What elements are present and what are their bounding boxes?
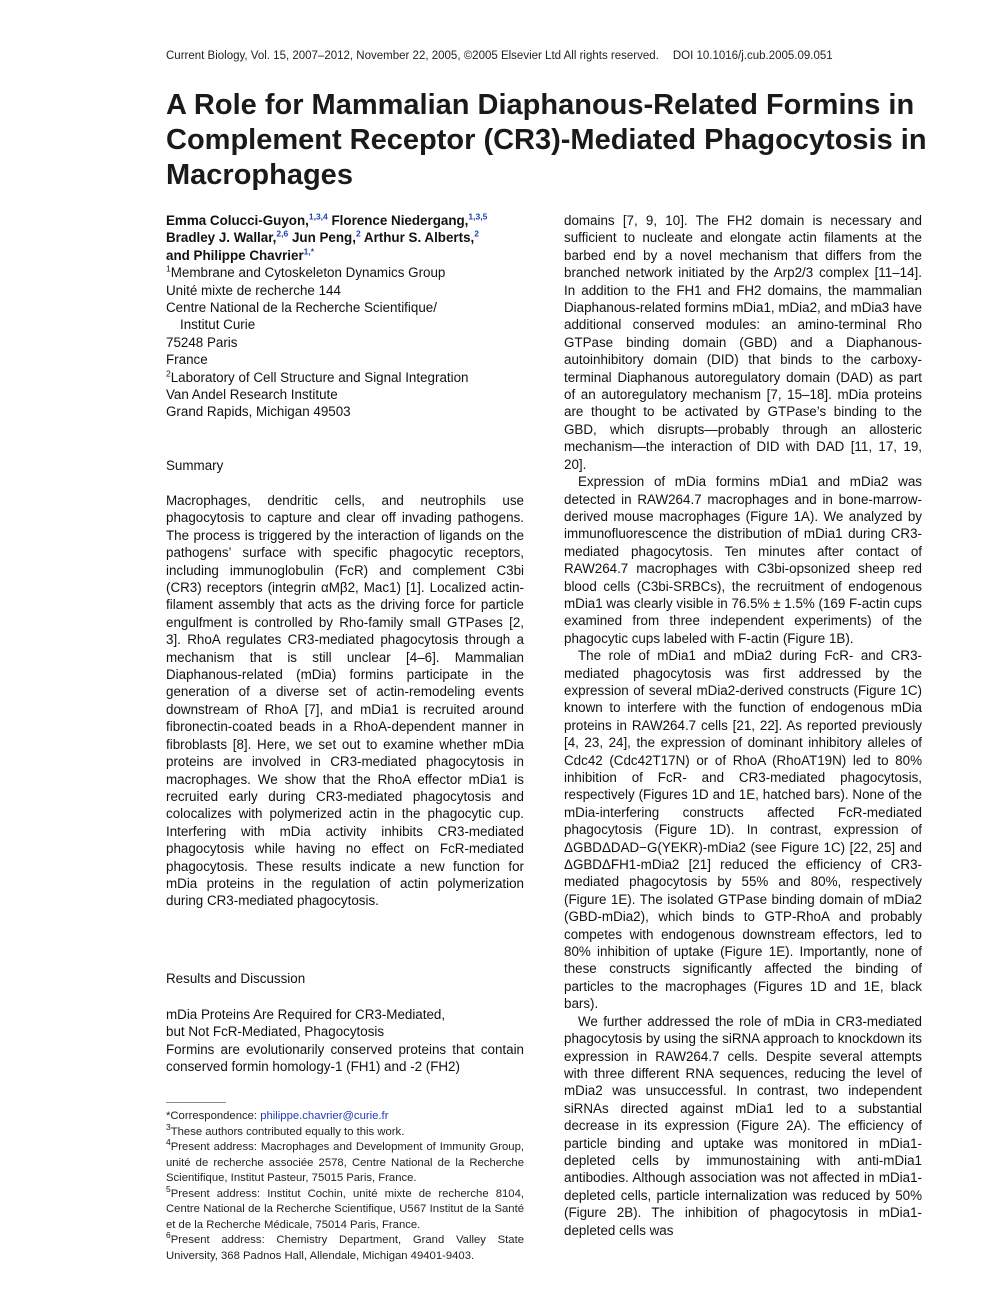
affiliation-line: Membrane and Cytoskeleton Dynamics Group bbox=[170, 265, 446, 281]
author-block bbox=[166, 212, 524, 421]
footnote bbox=[166, 1183, 524, 1234]
affiliation-number: 2 bbox=[166, 368, 171, 379]
summary-body bbox=[166, 492, 524, 910]
footnote bbox=[166, 1137, 524, 1187]
summary-paragraph: Macrophages, dendritic cells, and neutrophils use phagocytosis to capture and clear off invading pathogens. The process is triggered by the interaction of ligands on the pathogens’ surface with specific phagocytic receptors, including immunoglobulin (FcR) and complement C3bi (CR3) receptors (integrin αMβ2, Mac1) [1]. Localized actin-filament assembly that acts as the driving force for particle engulfment is controlled by Rho-family small GTPases [2, 3]. RhoA regulates CR3-mediated phagocytosis through a mechanism that is still unclear [4–6]. Mammalian Diaphanous-related (mDia) formins participate in the generation of a diverse set of actin-remodeling events downstream of RhoA [7], and mDia1 is recruited around fibronectin-coated beads in a RhoA-dependent manner in fibroblasts [8]. Here, we set out to examine whether mDia proteins are involved in CR3-mediated phagocytosis in macrophages. We show that the RhoA effector mDia1 is recruited early during CR3-mediated phagocytosis and colocalizes with polymerized actin in the phagocytic cup. Interfering with mDia activity inhibits CR3-mediated phagocytosis while having no effect on FcR-mediated phagocytosis. These results indicate a new function for mDia proteins in the regulation of actin polymerization during CR3-mediated phagocytosis. bbox=[166, 493, 524, 909]
author-name: Arthur S. Alberts, bbox=[360, 230, 475, 246]
author-name: Florence Niedergang, bbox=[327, 213, 469, 228]
results-heading: Results and Discussion bbox=[166, 971, 306, 986]
affiliation-line: France bbox=[166, 352, 208, 368]
correspondence-email-link[interactable]: philippe.chavrier@curie.fr bbox=[260, 1110, 389, 1122]
affiliation-line: Grand Rapids, Michigan 49503 bbox=[166, 404, 351, 420]
citation: Current Biology, Vol. 15, 2007–2012, November 22, 2005, ©2005 Elsevier Ltd All rights reserved. bbox=[166, 50, 659, 62]
body-paragraph: The role of mDia1 and mDia2 during FcR- and CR3-mediated phagocytosis was first addressed by the expression of several mDia2-derived constructs (Figure 1C) known to interfere with the function of endogenous mDia proteins in RAW264.7 cells [21, 22]. As reported previously [4, 23, 24], the expression of dominant inhibitory alleles of Cdc42 (Cdc42T17N) or of RhoA (RhoAT19N) led to 80% inhibition of FcR- and CR3-mediated phagocytosis, respectively (Figures 1D and 1E, hatched bars). None of the mDia-interfering constructs affected FcR-mediated phagocytosis (Figure 1D). In contrast, expression of ΔGBDΔDAD−G(YEKR)-mDia2 (see Figure 1C) [22, 25] and ΔGBDΔFH1-mDia2 [21] reduced the efficiency of CR3-mediated phagocytosis by 55% and 80%, respectively (Figure 1E). The isolated GTPase binding domain of mDia2 (GBD-mDia2), which binds to GTP-RhoA and probably competes with endogenous downstream effectors, led to 80% inhibition of uptake (Figure 1E). Importantly, none of these constructs significantly affected the binding of particles to the macrophages (Figures 1D and 1E, black bars). bbox=[564, 648, 922, 1012]
correspondence-label: *Correspondence: bbox=[166, 1110, 261, 1122]
affiliation-marker[interactable]: 2 bbox=[355, 228, 361, 239]
footnotes bbox=[166, 1109, 524, 1264]
affiliation-marker[interactable]: 2,6 bbox=[276, 228, 289, 239]
footnote-number: 4 bbox=[166, 1137, 171, 1148]
footnote bbox=[166, 1121, 524, 1141]
author-list bbox=[166, 212, 524, 264]
article-title: A Role for Mammalian Diaphanous-Related Formins in Complement Receptor (CR3)-Mediated Phagocytosis in Macrophages bbox=[166, 89, 927, 191]
footnote-text: Present address: Chemistry Department, Grand Valley State University, 368 Padnos Hall, Allendale, Michigan 49401-9403. bbox=[166, 1234, 524, 1262]
results-intro-paragraph: Formins are evolutionarily conserved proteins that contain conserved formin homology-1 (FH1) and -2 (FH2) bbox=[166, 1041, 524, 1075]
affiliation-line: 75248 Paris bbox=[166, 334, 238, 350]
footnote-number: 5 bbox=[166, 1183, 171, 1194]
footnote-text: Present address: Institut Cochin, unité mixte de recherche 8104, Centre National de la Recherche Scientifique, U567 Institut de la Santé et de la Recherche Médicale, 75014 Paris, France. bbox=[166, 1187, 524, 1231]
footnote-number: 3 bbox=[166, 1121, 171, 1132]
summary-heading: Summary bbox=[166, 458, 224, 473]
doi: DOI 10.1016/j.cub.2005.09.051 bbox=[672, 50, 833, 62]
affiliation-line: Van Andel Research Institute bbox=[166, 387, 338, 403]
footnote-number: 6 bbox=[166, 1230, 171, 1241]
affiliation-marker[interactable]: 1,3,5 bbox=[468, 211, 488, 222]
affiliation-marker[interactable]: 2 bbox=[474, 228, 480, 239]
author-name: and Philippe Chavrier bbox=[166, 247, 304, 263]
body-paragraph: domains [7, 9, 10]. The FH2 domain is necessary and sufficient to nucleate and elongate actin filaments at the barbed end by a novel mechanism that differs from the branched network initiated by the Arp2/3 complex [11–14]. In addition to the FH1 and FH2 domains, the mammalian Diaphanous-related formins mDia1, mDia2, and mDia3 have additional conserved modules: an amino-terminal Rho GTPase binding domain (GBD) and a Diaphanous-autoinhibitory domain (DID) that binds to the carboxy-terminal Diaphanous autoregulatory domain (DAD) as part of an autoregulatory mechanism [7, 15–18]. mDia proteins are thought to be activated by GTPase’s binding to the GBD, which disrupts—probably through an allosteric mechanism—the interaction of DID with DAD [11, 17, 19, 20]. bbox=[564, 213, 922, 472]
affiliations bbox=[166, 264, 524, 421]
affiliation-line: Institut Curie bbox=[180, 317, 256, 333]
affiliation-line: Centre National de la Recherche Scientifique/ bbox=[166, 300, 437, 316]
subsection-title-line: but Not FcR-Mediated, Phagocytosis bbox=[166, 1024, 385, 1040]
footnote-text: Present address: Macrophages and Development of Immunity Group, unité de recherche associée 2578, Centre National de la Recherche Scientifique, Institut Pasteur, 75015 Paris, France. bbox=[166, 1141, 524, 1184]
running-header bbox=[166, 50, 866, 62]
footnote-text: These authors contributed equally to this work. bbox=[170, 1125, 405, 1138]
footnote bbox=[166, 1230, 524, 1264]
body-paragraph: We further addressed the role of mDia in CR3-mediated phagocytosis by using the siRNA approach to knockdown its expression in RAW264.7 cells. Despite several attempts with three different RNA sequences, reducing the level of mDia2 was unsuccessful. In contrast, two independent siRNAs directed against mDia1 led to a substantial decrease in its expression (Figure 2A). The efficiency of particle binding and uptake was monitored in mDia1-depleted cells by immunostaining with anti-mDia1 antibodies. Although association was not affected in mDia1-depleted cells, particle internalization was reduced by 50% (Figure 2B). The inhibition of phagocytosis in mDia1-depleted cells was bbox=[564, 1013, 922, 1238]
affiliation-line: Unité mixte de recherche 144 bbox=[166, 282, 341, 298]
author-name: Emma Colucci-Guyon, bbox=[166, 213, 309, 228]
affiliation-line: Laboratory of Cell Structure and Signal Integration bbox=[170, 369, 469, 385]
body-paragraph: Expression of mDia formins mDia1 and mDia2 was detected in RAW264.7 macrophages and in bone-marrow-derived mouse macrophages (Figure 1A). We analyzed by immunofluorescence the distribution of mDia1 during CR3-mediated phagocytosis. Ten minutes after contact of RAW264.7 macrophages with C3bi-opsonized sheep red blood cells (C3bi-SRBCs), the recruitment of endogenous mDia1 was clearly visible in 76.5% ± 1.5% (169 F-actin cups examined from three independent experiments) of the phagocytic cups labeled with F-actin (Figure 1B). bbox=[564, 474, 922, 646]
correspondence-note bbox=[166, 1109, 524, 1125]
affiliation-marker[interactable]: 1,3,4 bbox=[308, 211, 328, 222]
subsection-block bbox=[166, 1006, 524, 1076]
affiliation-number: 1 bbox=[166, 263, 171, 274]
subsection-title-line: mDia Proteins Are Required for CR3-Mediated, bbox=[166, 1007, 446, 1022]
footnote-divider bbox=[166, 1102, 226, 1103]
author-name: Jun Peng, bbox=[288, 230, 356, 246]
affiliation-marker[interactable]: 1,* bbox=[303, 246, 315, 257]
author-name: Bradley J. Wallar, bbox=[166, 230, 277, 246]
right-column-body bbox=[564, 212, 922, 1239]
